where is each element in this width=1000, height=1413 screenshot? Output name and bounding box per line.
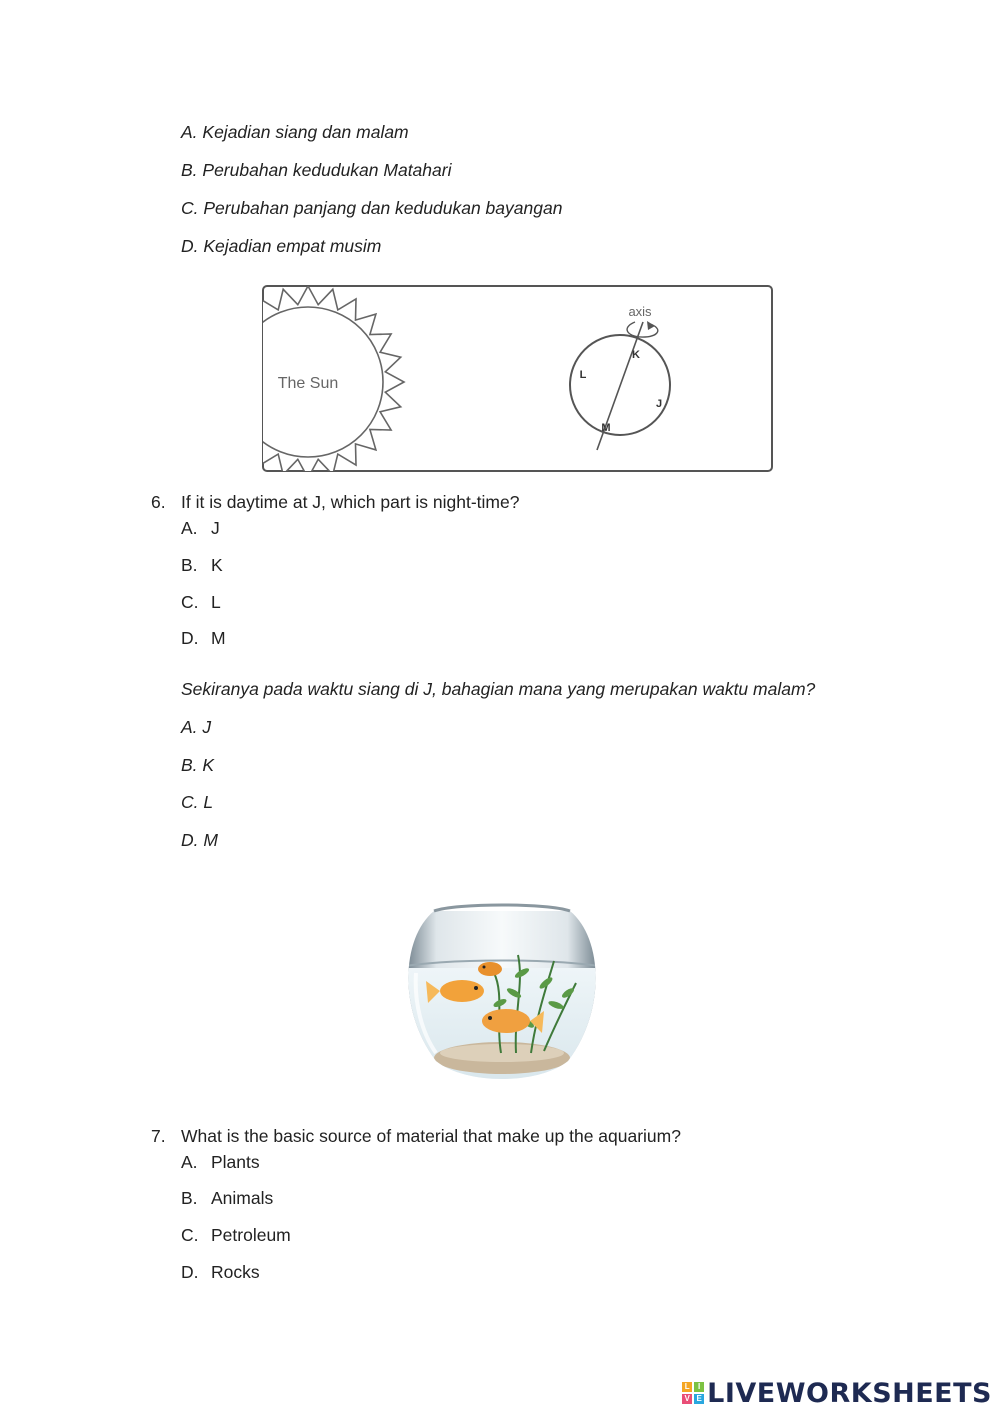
q7-option-b-text: Animals bbox=[211, 1188, 274, 1208]
q6-option-a[interactable] bbox=[181, 518, 220, 539]
logo-tile-e: E bbox=[694, 1394, 704, 1404]
q7-option-d[interactable] bbox=[181, 1262, 260, 1283]
point-m-label: M bbox=[601, 422, 611, 434]
q7-option-b-letter: B. bbox=[181, 1188, 198, 1208]
logo-tile-i: I bbox=[694, 1382, 704, 1392]
q6-option-d[interactable] bbox=[181, 628, 226, 649]
q5-malay-option-a[interactable]: A. Kejadian siang dan malam bbox=[181, 122, 409, 142]
q6-option-d-letter: D. bbox=[181, 628, 199, 648]
q5-malay-option-d[interactable]: D. Kejadian empat musim bbox=[181, 236, 382, 256]
q7-option-a-letter: A. bbox=[181, 1152, 198, 1172]
logo-mark-icon bbox=[682, 1382, 704, 1404]
q5-malay-option-c[interactable]: C. Perubahan panjang dan kedudukan bayangan bbox=[181, 198, 563, 218]
q6-option-d-text: M bbox=[211, 628, 226, 648]
axis-label: axis bbox=[628, 304, 652, 319]
q6-question-text: If it is daytime at J, which part is night-time? bbox=[181, 492, 520, 512]
point-k-label: K bbox=[632, 349, 640, 361]
q6-malay-option-b[interactable]: B. K bbox=[181, 755, 215, 775]
q7-question-text: What is the basic source of material that make up the aquarium? bbox=[181, 1126, 681, 1146]
logo-tile-l: L bbox=[682, 1382, 692, 1392]
q6-option-c-text: L bbox=[211, 592, 221, 612]
q6-option-c-letter: C. bbox=[181, 592, 199, 612]
q6-option-a-text: J bbox=[211, 518, 220, 538]
q7-option-c[interactable] bbox=[181, 1225, 291, 1246]
q6-malay-option-a[interactable]: A. J bbox=[181, 717, 212, 737]
q7-option-d-text: Rocks bbox=[211, 1262, 260, 1282]
point-l-label: L bbox=[579, 369, 587, 381]
liveworksheets-logo[interactable] bbox=[682, 1378, 992, 1408]
point-j-label: J bbox=[655, 398, 663, 410]
q7-option-b[interactable] bbox=[181, 1188, 273, 1209]
logo-tile-v: V bbox=[682, 1394, 692, 1404]
q6-malay-option-c[interactable]: C. L bbox=[181, 792, 214, 812]
q6-malay-option-d[interactable]: D. M bbox=[181, 830, 218, 850]
sun-label: The Sun bbox=[277, 375, 339, 392]
q7-option-a[interactable] bbox=[181, 1152, 260, 1173]
q6-option-b-letter: B. bbox=[181, 555, 198, 575]
goldfish-3 bbox=[478, 962, 502, 976]
q7-option-a-text: Plants bbox=[211, 1152, 260, 1172]
fishbowl-image bbox=[396, 893, 608, 1085]
sun-earth-diagram bbox=[250, 280, 780, 476]
q7-option-d-letter: D. bbox=[181, 1262, 199, 1282]
q6-option-b-text: K bbox=[211, 555, 223, 575]
q5-malay-option-b[interactable]: B. Perubahan kedudukan Matahari bbox=[181, 160, 452, 180]
q7-number: 7. bbox=[151, 1126, 166, 1146]
logo-text: LIVEWORKSHEETS bbox=[707, 1377, 992, 1409]
q6-option-c[interactable] bbox=[181, 592, 221, 613]
q6-option-b[interactable] bbox=[181, 555, 223, 576]
q6-number: 6. bbox=[151, 492, 166, 512]
bowl-rim bbox=[434, 905, 570, 911]
q6-malay-question-text: Sekiranya pada waktu siang di J, bahagian mana yang merupakan waktu malam? bbox=[181, 679, 816, 699]
q7-option-c-text: Petroleum bbox=[211, 1225, 291, 1245]
q7-option-c-letter: C. bbox=[181, 1225, 199, 1245]
q6-option-a-letter: A. bbox=[181, 518, 198, 538]
